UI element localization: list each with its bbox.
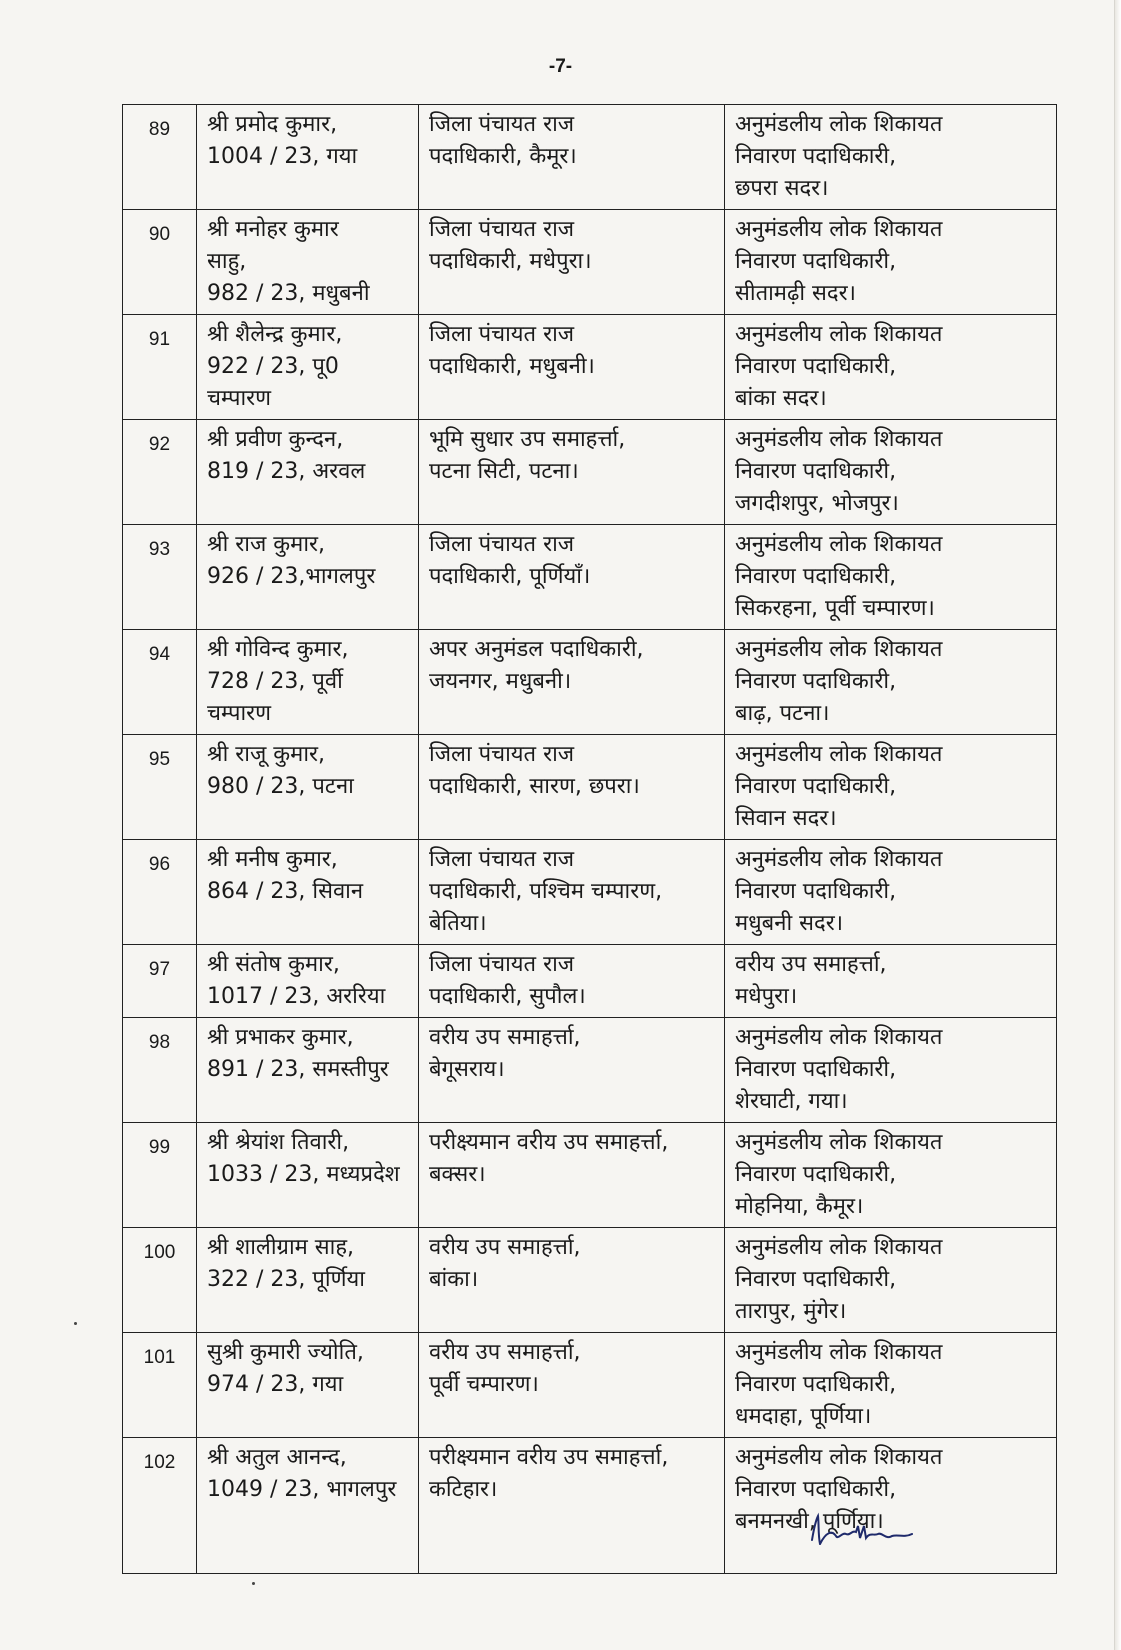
current-posting-cell xyxy=(419,1333,725,1438)
new-posting-line: अनुमंडलीय लोक शिकायत xyxy=(735,322,943,347)
new-posting-cell xyxy=(725,315,1057,420)
new-posting-line: निवारण पदाधिकारी, xyxy=(735,669,897,694)
current-posting-line: जिला पंचायत राज xyxy=(429,847,575,872)
new-posting-line: अनुमंडलीय लोक शिकायत xyxy=(735,1130,943,1155)
serial-number-cell: 96 xyxy=(123,840,197,945)
new-posting-line: अनुमंडलीय लोक शिकायत xyxy=(735,1445,943,1470)
current-posting-line: भूमि सुधार उप समाहर्त्ता, xyxy=(429,427,626,452)
officer-name-cell xyxy=(197,945,419,1018)
current-posting-line: पदाधिकारी, सुपौल। xyxy=(429,984,586,1009)
new-posting-line: निवारण पदाधिकारी, xyxy=(735,774,897,799)
new-posting-line: शेरघाटी, गया। xyxy=(735,1089,848,1114)
current-posting-line: परीक्ष्यमान वरीय उप समाहर्त्ता, xyxy=(429,1130,669,1155)
current-posting-cell xyxy=(419,1438,725,1574)
paper-speck xyxy=(252,1582,255,1585)
current-posting-cell xyxy=(419,1018,725,1123)
table-row xyxy=(123,1123,1057,1228)
current-posting-line: पदाधिकारी, मधुबनी। xyxy=(429,354,595,379)
current-posting-line: वरीय उप समाहर्त्ता, xyxy=(429,1340,581,1365)
new-posting-cell xyxy=(725,630,1057,735)
new-posting-line: बाढ़, पटना। xyxy=(735,701,830,726)
serial-number-cell: 90 xyxy=(123,210,197,315)
new-posting-line: अनुमंडलीय लोक शिकायत xyxy=(735,1235,943,1260)
new-posting-line: अनुमंडलीय लोक शिकायत xyxy=(735,112,943,137)
officer-name-line: 980 / 23, पटना xyxy=(207,774,354,799)
officer-name-line: साहु, xyxy=(207,249,247,274)
current-posting-cell xyxy=(419,525,725,630)
officer-name-cell xyxy=(197,1333,419,1438)
page-number: -7- xyxy=(548,56,573,77)
current-posting-line: बेतिया। xyxy=(429,911,487,936)
new-posting-line: सीतामढ़ी सदर। xyxy=(735,281,856,306)
new-posting-line: अनुमंडलीय लोक शिकायत xyxy=(735,217,943,242)
new-posting-line: निवारण पदाधिकारी, xyxy=(735,249,897,274)
new-posting-line: वरीय उप समाहर्त्ता, xyxy=(735,952,887,977)
new-posting-line: अनुमंडलीय लोक शिकायत xyxy=(735,427,943,452)
officer-name-line: 891 / 23, समस्तीपुर xyxy=(207,1057,389,1082)
current-posting-line: अपर अनुमंडल पदाधिकारी, xyxy=(429,637,644,662)
current-posting-cell xyxy=(419,1228,725,1333)
current-posting-line: बांका। xyxy=(429,1267,479,1292)
table-row xyxy=(123,1333,1057,1438)
serial-number-cell: 101 xyxy=(123,1333,197,1438)
current-posting-line: पदाधिकारी, पूर्णियाँ। xyxy=(429,564,591,589)
new-posting-line: बनमनखी, पूर्णिया। xyxy=(735,1509,884,1534)
officer-name-cell xyxy=(197,105,419,210)
current-posting-line: बक्सर। xyxy=(429,1162,486,1187)
new-posting-line: अनुमंडलीय लोक शिकायत xyxy=(735,742,943,767)
new-posting-line: अनुमंडलीय लोक शिकायत xyxy=(735,532,943,557)
serial-number-cell: 94 xyxy=(123,630,197,735)
table-row xyxy=(123,735,1057,840)
new-posting-cell xyxy=(725,1123,1057,1228)
new-posting-line: निवारण पदाधिकारी, xyxy=(735,459,897,484)
officer-name-line: 728 / 23, पूर्वी xyxy=(207,669,343,694)
current-posting-cell xyxy=(419,105,725,210)
serial-number-cell: 93 xyxy=(123,525,197,630)
new-posting-line: धमदाहा, पूर्णिया। xyxy=(735,1404,872,1429)
current-posting-line: परीक्ष्यमान वरीय उप समाहर्त्ता, xyxy=(429,1445,669,1470)
current-posting-cell xyxy=(419,945,725,1018)
current-posting-line: बेगूसराय। xyxy=(429,1057,505,1082)
officer-name-line: श्री राजू कुमार, xyxy=(207,742,326,767)
new-posting-cell xyxy=(725,840,1057,945)
new-posting-cell xyxy=(725,1333,1057,1438)
new-posting-line: मधेपुरा। xyxy=(735,984,798,1009)
officer-name-line: श्री राज कुमार, xyxy=(207,532,326,557)
officer-name-line: 1017 / 23, अररिया xyxy=(207,984,386,1009)
table-row xyxy=(123,1438,1057,1574)
officer-name-line: चम्पारण xyxy=(207,386,272,411)
new-posting-line: निवारण पदाधिकारी, xyxy=(735,879,897,904)
officer-name-line: 1004 / 23, गया xyxy=(207,144,358,169)
new-posting-line: अनुमंडलीय लोक शिकायत xyxy=(735,637,943,662)
table-row xyxy=(123,105,1057,210)
new-posting-line: निवारण पदाधिकारी, xyxy=(735,1057,897,1082)
current-posting-cell xyxy=(419,840,725,945)
current-posting-line: वरीय उप समाहर्त्ता, xyxy=(429,1235,581,1260)
table-row xyxy=(123,210,1057,315)
current-posting-cell xyxy=(419,630,725,735)
serial-number-cell: 102 xyxy=(123,1438,197,1574)
officer-name-line: श्री प्रभाकर कुमार, xyxy=(207,1025,354,1050)
current-posting-cell xyxy=(419,1123,725,1228)
new-posting-line: निवारण पदाधिकारी, xyxy=(735,144,897,169)
officer-name-cell xyxy=(197,420,419,525)
table-row xyxy=(123,420,1057,525)
new-posting-line: निवारण पदाधिकारी, xyxy=(735,1372,897,1397)
new-posting-cell xyxy=(725,735,1057,840)
current-posting-cell xyxy=(419,735,725,840)
current-posting-line: कटिहार। xyxy=(429,1477,498,1502)
page-edge xyxy=(1114,0,1121,1650)
serial-number-cell: 100 xyxy=(123,1228,197,1333)
officer-name-line: 322 / 23, पूर्णिया xyxy=(207,1267,365,1292)
new-posting-cell xyxy=(725,420,1057,525)
officer-name-line: श्री शालीग्राम साह, xyxy=(207,1235,355,1260)
serial-number-cell: 92 xyxy=(123,420,197,525)
officer-name-cell xyxy=(197,630,419,735)
officer-name-line: 864 / 23, सिवान xyxy=(207,879,364,904)
new-posting-line: निवारण पदाधिकारी, xyxy=(735,1477,897,1502)
serial-number-cell: 95 xyxy=(123,735,197,840)
new-posting-line: निवारण पदाधिकारी, xyxy=(735,1162,897,1187)
table-row xyxy=(123,630,1057,735)
serial-number-cell: 97 xyxy=(123,945,197,1018)
officer-name-line: 926 / 23,भागलपुर xyxy=(207,564,376,589)
new-posting-cell xyxy=(725,1438,1057,1574)
current-posting-line: जिला पंचायत राज xyxy=(429,952,575,977)
table-row xyxy=(123,315,1057,420)
serial-number-cell: 99 xyxy=(123,1123,197,1228)
officer-name-line: 974 / 23, गया xyxy=(207,1372,344,1397)
officer-name-line: श्री मनीष कुमार, xyxy=(207,847,338,872)
officer-name-line: श्री मनोहर कुमार xyxy=(207,217,339,242)
officer-name-line: 1033 / 23, मध्यप्रदेश xyxy=(207,1162,400,1187)
table-row xyxy=(123,1228,1057,1333)
officer-name-line: श्री अतुल आनन्द, xyxy=(207,1445,347,1470)
officer-name-line: 1049 / 23, भागलपुर xyxy=(207,1477,397,1502)
new-posting-line: बांका सदर। xyxy=(735,386,827,411)
officer-name-cell xyxy=(197,1228,419,1333)
new-posting-cell xyxy=(725,1018,1057,1123)
current-posting-line: पूर्वी चम्पारण। xyxy=(429,1372,539,1397)
current-posting-cell xyxy=(419,315,725,420)
new-posting-cell xyxy=(725,210,1057,315)
new-posting-line: अनुमंडलीय लोक शिकायत xyxy=(735,1340,943,1365)
new-posting-line: मोहनिया, कैमूर। xyxy=(735,1194,864,1219)
officer-name-line: सुश्री कुमारी ज्योति, xyxy=(207,1340,364,1365)
current-posting-line: पदाधिकारी, मधेपुरा। xyxy=(429,249,592,274)
serial-number-cell: 98 xyxy=(123,1018,197,1123)
officer-name-cell xyxy=(197,1438,419,1574)
new-posting-line: सिवान सदर। xyxy=(735,806,837,831)
current-posting-line: जिला पंचायत राज xyxy=(429,217,575,242)
officer-name-cell xyxy=(197,1018,419,1123)
current-posting-line: पदाधिकारी, सारण, छपरा। xyxy=(429,774,640,799)
new-posting-line: अनुमंडलीय लोक शिकायत xyxy=(735,847,943,872)
current-posting-cell xyxy=(419,210,725,315)
current-posting-line: जिला पंचायत राज xyxy=(429,532,575,557)
new-posting-line: जगदीशपुर, भोजपुर। xyxy=(735,491,899,516)
officer-name-cell xyxy=(197,840,419,945)
officer-name-line: 819 / 23, अरवल xyxy=(207,459,366,484)
transfer-table xyxy=(122,104,1057,1574)
current-posting-line: वरीय उप समाहर्त्ता, xyxy=(429,1025,581,1050)
table-row xyxy=(123,525,1057,630)
table-row xyxy=(123,945,1057,1018)
new-posting-line: निवारण पदाधिकारी, xyxy=(735,354,897,379)
officer-name-line: 982 / 23, मधुबनी xyxy=(207,281,370,306)
new-posting-line: निवारण पदाधिकारी, xyxy=(735,564,897,589)
new-posting-line: तारापुर, मुंगेर। xyxy=(735,1299,847,1324)
new-posting-line: सिकरहना, पूर्वी चम्पारण। xyxy=(735,596,935,621)
new-posting-line: मधुबनी सदर। xyxy=(735,911,844,936)
current-posting-line: जिला पंचायत राज xyxy=(429,322,575,347)
current-posting-line: पटना सिटी, पटना। xyxy=(429,459,579,484)
officer-name-cell xyxy=(197,735,419,840)
officer-name-line: श्री संतोष कुमार, xyxy=(207,952,340,977)
table-row xyxy=(123,1018,1057,1123)
officer-name-line: श्री प्रवीण कुन्दन, xyxy=(207,427,344,452)
officer-name-line: 922 / 23, पू0 xyxy=(207,354,339,379)
table-row xyxy=(123,840,1057,945)
officer-name-line: श्री श्रेयांश तिवारी, xyxy=(207,1130,350,1155)
current-posting-line: पदाधिकारी, कैमूर। xyxy=(429,144,577,169)
officer-name-line: चम्पारण xyxy=(207,701,272,726)
current-posting-line: जिला पंचायत राज xyxy=(429,742,575,767)
serial-number-cell: 89 xyxy=(123,105,197,210)
officer-name-cell xyxy=(197,315,419,420)
serial-number-cell: 91 xyxy=(123,315,197,420)
new-posting-cell xyxy=(725,525,1057,630)
officer-name-cell xyxy=(197,210,419,315)
officer-name-line: श्री प्रमोद कुमार, xyxy=(207,112,338,137)
new-posting-cell xyxy=(725,105,1057,210)
officer-name-cell xyxy=(197,1123,419,1228)
table-body xyxy=(123,105,1057,1574)
paper-speck xyxy=(74,1322,77,1325)
signature-mark xyxy=(808,1510,928,1550)
new-posting-cell xyxy=(725,1228,1057,1333)
new-posting-cell xyxy=(725,945,1057,1018)
current-posting-cell xyxy=(419,420,725,525)
officer-name-line: श्री शैलेन्द्र कुमार, xyxy=(207,322,343,347)
new-posting-line: छपरा सदर। xyxy=(735,176,829,201)
current-posting-line: जयनगर, मधुबनी। xyxy=(429,669,572,694)
current-posting-line: पदाधिकारी, पश्चिम चम्पारण, xyxy=(429,879,663,904)
current-posting-line: जिला पंचायत राज xyxy=(429,112,575,137)
new-posting-line: निवारण पदाधिकारी, xyxy=(735,1267,897,1292)
officer-name-line: श्री गोविन्द कुमार, xyxy=(207,637,349,662)
officer-name-cell xyxy=(197,525,419,630)
new-posting-line: अनुमंडलीय लोक शिकायत xyxy=(735,1025,943,1050)
